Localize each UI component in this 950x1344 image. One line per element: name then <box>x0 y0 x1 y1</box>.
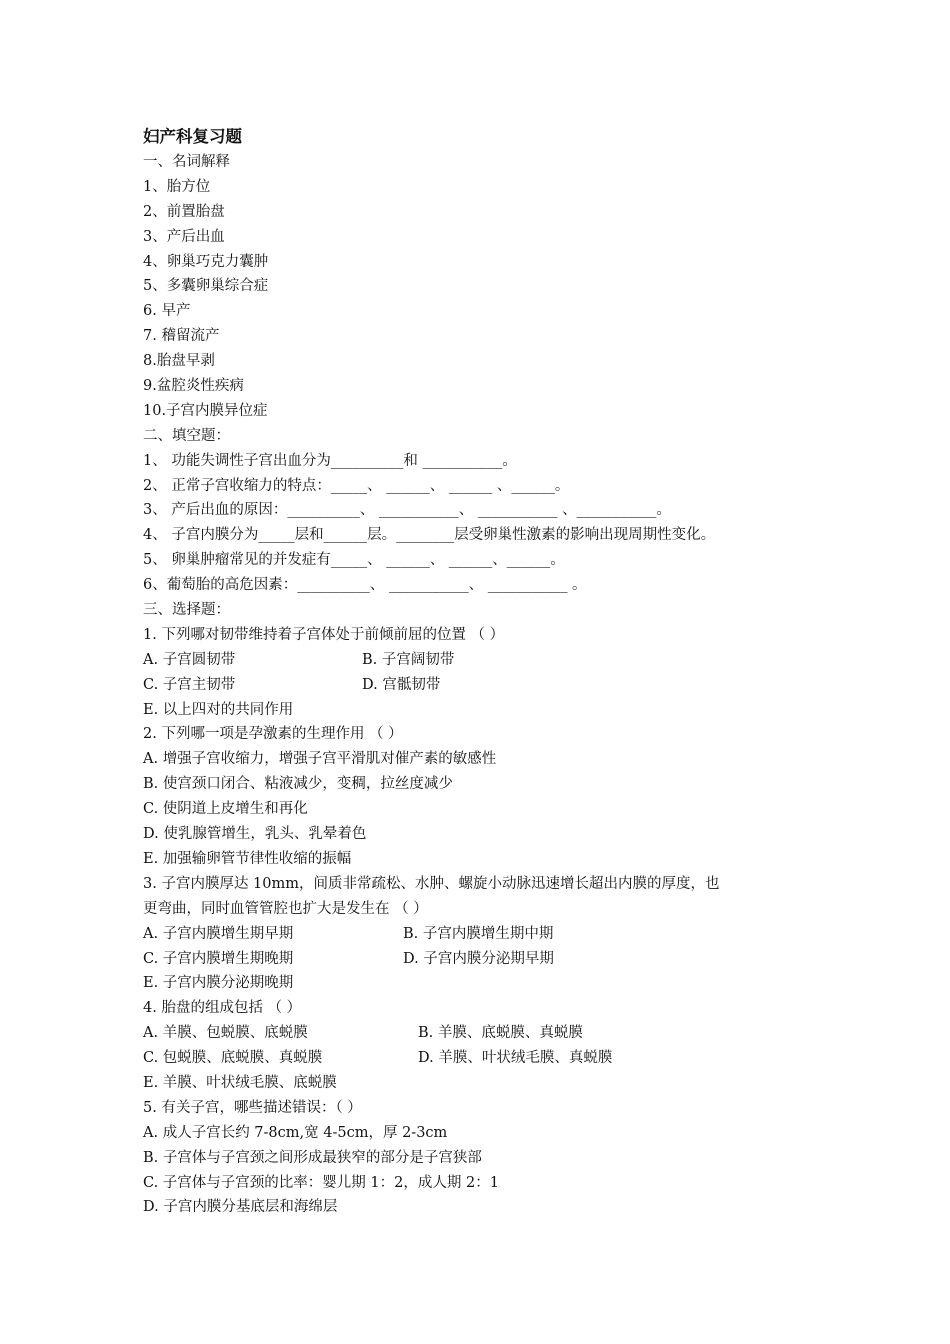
option: A. 羊膜、包蜕膜、底蜕膜 <box>143 1025 308 1042</box>
section-heading: 二、填空题： <box>143 427 230 444</box>
fill-in-item: 1、 功能失调性子宫出血分为__________和 ___________。 <box>143 452 517 469</box>
option: D. 宫骶韧带 <box>362 676 441 693</box>
question-stem: 3. 子宫内膜厚达 10mm，间质非常疏松、水肿、螺旋小动脉迅速增长超出内膜的厚度，也 <box>143 875 720 892</box>
option: B. 子宫阔韧带 <box>362 651 455 668</box>
question-stem: 1. 下列哪对韧带维持着子宫体处于前倾前屈的位置 （ ） <box>143 626 505 643</box>
question-stem: 4. 胎盘的组成包括 （ ） <box>143 1000 302 1017</box>
option: C. 子宫体与子宫颈的比率：婴儿期 1：2，成人期 2：1 <box>143 1174 499 1191</box>
option: C. 使阴道上皮增生和再化 <box>143 801 308 818</box>
term-item: 7. 稽留流产 <box>143 328 220 345</box>
question-stem-continued: 更弯曲，同时血管管腔也扩大是发生在 （ ） <box>143 900 428 917</box>
option: E. 羊膜、叶状绒毛膜、底蜕膜 <box>143 1074 337 1091</box>
option-row <box>143 947 843 972</box>
option: B. 使宫颈口闭合、粘液减少，变稠，拉丝度减少 <box>143 776 453 793</box>
term-item: 4、卵巢巧克力囊肿 <box>143 253 269 270</box>
fill-in-item: 4、 子宫内膜分为_____层和______层。________层受卵巢性激素的影响出现周期性变化。 <box>143 527 716 544</box>
option: C. 子宫内膜增生期晚期 <box>143 950 294 967</box>
option: A. 增强子宫收缩力，增强子宫平滑肌对催产素的敏感性 <box>143 751 497 768</box>
document-body <box>143 124 843 1220</box>
term-item: 6. 早产 <box>143 303 191 320</box>
fill-in-item: 5、 卵巢肿瘤常见的并发症有_____、 ______、 ______、______。 <box>143 552 565 569</box>
question-stem: 5. 有关子宫，哪些描述错误：（ ） <box>143 1099 362 1116</box>
option: D. 使乳腺管增生，乳头、乳晕着色 <box>143 826 367 843</box>
option-row <box>143 1021 843 1046</box>
page-title: 妇产科复习题 <box>143 127 242 146</box>
option: B. 子宫内膜增生期中期 <box>403 925 554 942</box>
option-row <box>143 1046 843 1071</box>
fill-in-item: 6、葡萄胎的高危因素：__________、 ___________、 ___________ 。 <box>143 577 587 594</box>
fill-in-item: 2、 正常子宫收缩力的特点：_____、 ______、 ______ 、______。 <box>143 477 570 494</box>
option: E. 加强输卵管节律性收缩的振幅 <box>143 850 352 867</box>
option: C. 包蜕膜、底蜕膜、真蜕膜 <box>143 1050 323 1067</box>
term-item: 5、多囊卵巢综合症 <box>143 278 269 295</box>
option: E. 子宫内膜分泌期晚期 <box>143 975 294 992</box>
option: A. 成人子宫长约 7-8cm,宽 4-5cm，厚 2-3cm <box>143 1124 448 1141</box>
option: B. 羊膜、底蜕膜、真蜕膜 <box>418 1025 583 1042</box>
term-item: 3、产后出血 <box>143 228 225 245</box>
option: A. 子宫圆韧带 <box>143 651 236 668</box>
question-stem: 2. 下列哪一项是孕激素的生理作用 （ ） <box>143 726 403 743</box>
option: D. 子宫内膜分基底层和海绵层 <box>143 1199 338 1216</box>
term-item: 2、前置胎盘 <box>143 203 225 220</box>
term-item: 8.胎盘早剥 <box>143 353 215 370</box>
option: C. 子宫主韧带 <box>143 676 236 693</box>
option: A. 子宫内膜增生期早期 <box>143 925 294 942</box>
option-row <box>143 648 843 673</box>
section-heading: 一、名词解释 <box>143 154 230 170</box>
option: D. 羊膜、叶状绒毛膜、真蜕膜 <box>418 1050 613 1067</box>
section-heading: 三、选择题： <box>143 602 230 619</box>
term-item: 10.子宫内膜异位症 <box>143 402 268 419</box>
option-row <box>143 673 843 698</box>
option-row <box>143 922 843 947</box>
option: D. 子宫内膜分泌期早期 <box>403 950 554 967</box>
term-item: 1、胎方位 <box>143 178 211 195</box>
fill-in-item: 3、 产后出血的原因：__________、 ___________、 ___________ 、___________。 <box>143 502 671 519</box>
option: B. 子宫体与子宫颈之间形成最狭窄的部分是子宫狭部 <box>143 1149 482 1166</box>
term-item: 9.盆腔炎性疾病 <box>143 378 244 395</box>
option: E. 以上四对的共同作用 <box>143 701 294 718</box>
